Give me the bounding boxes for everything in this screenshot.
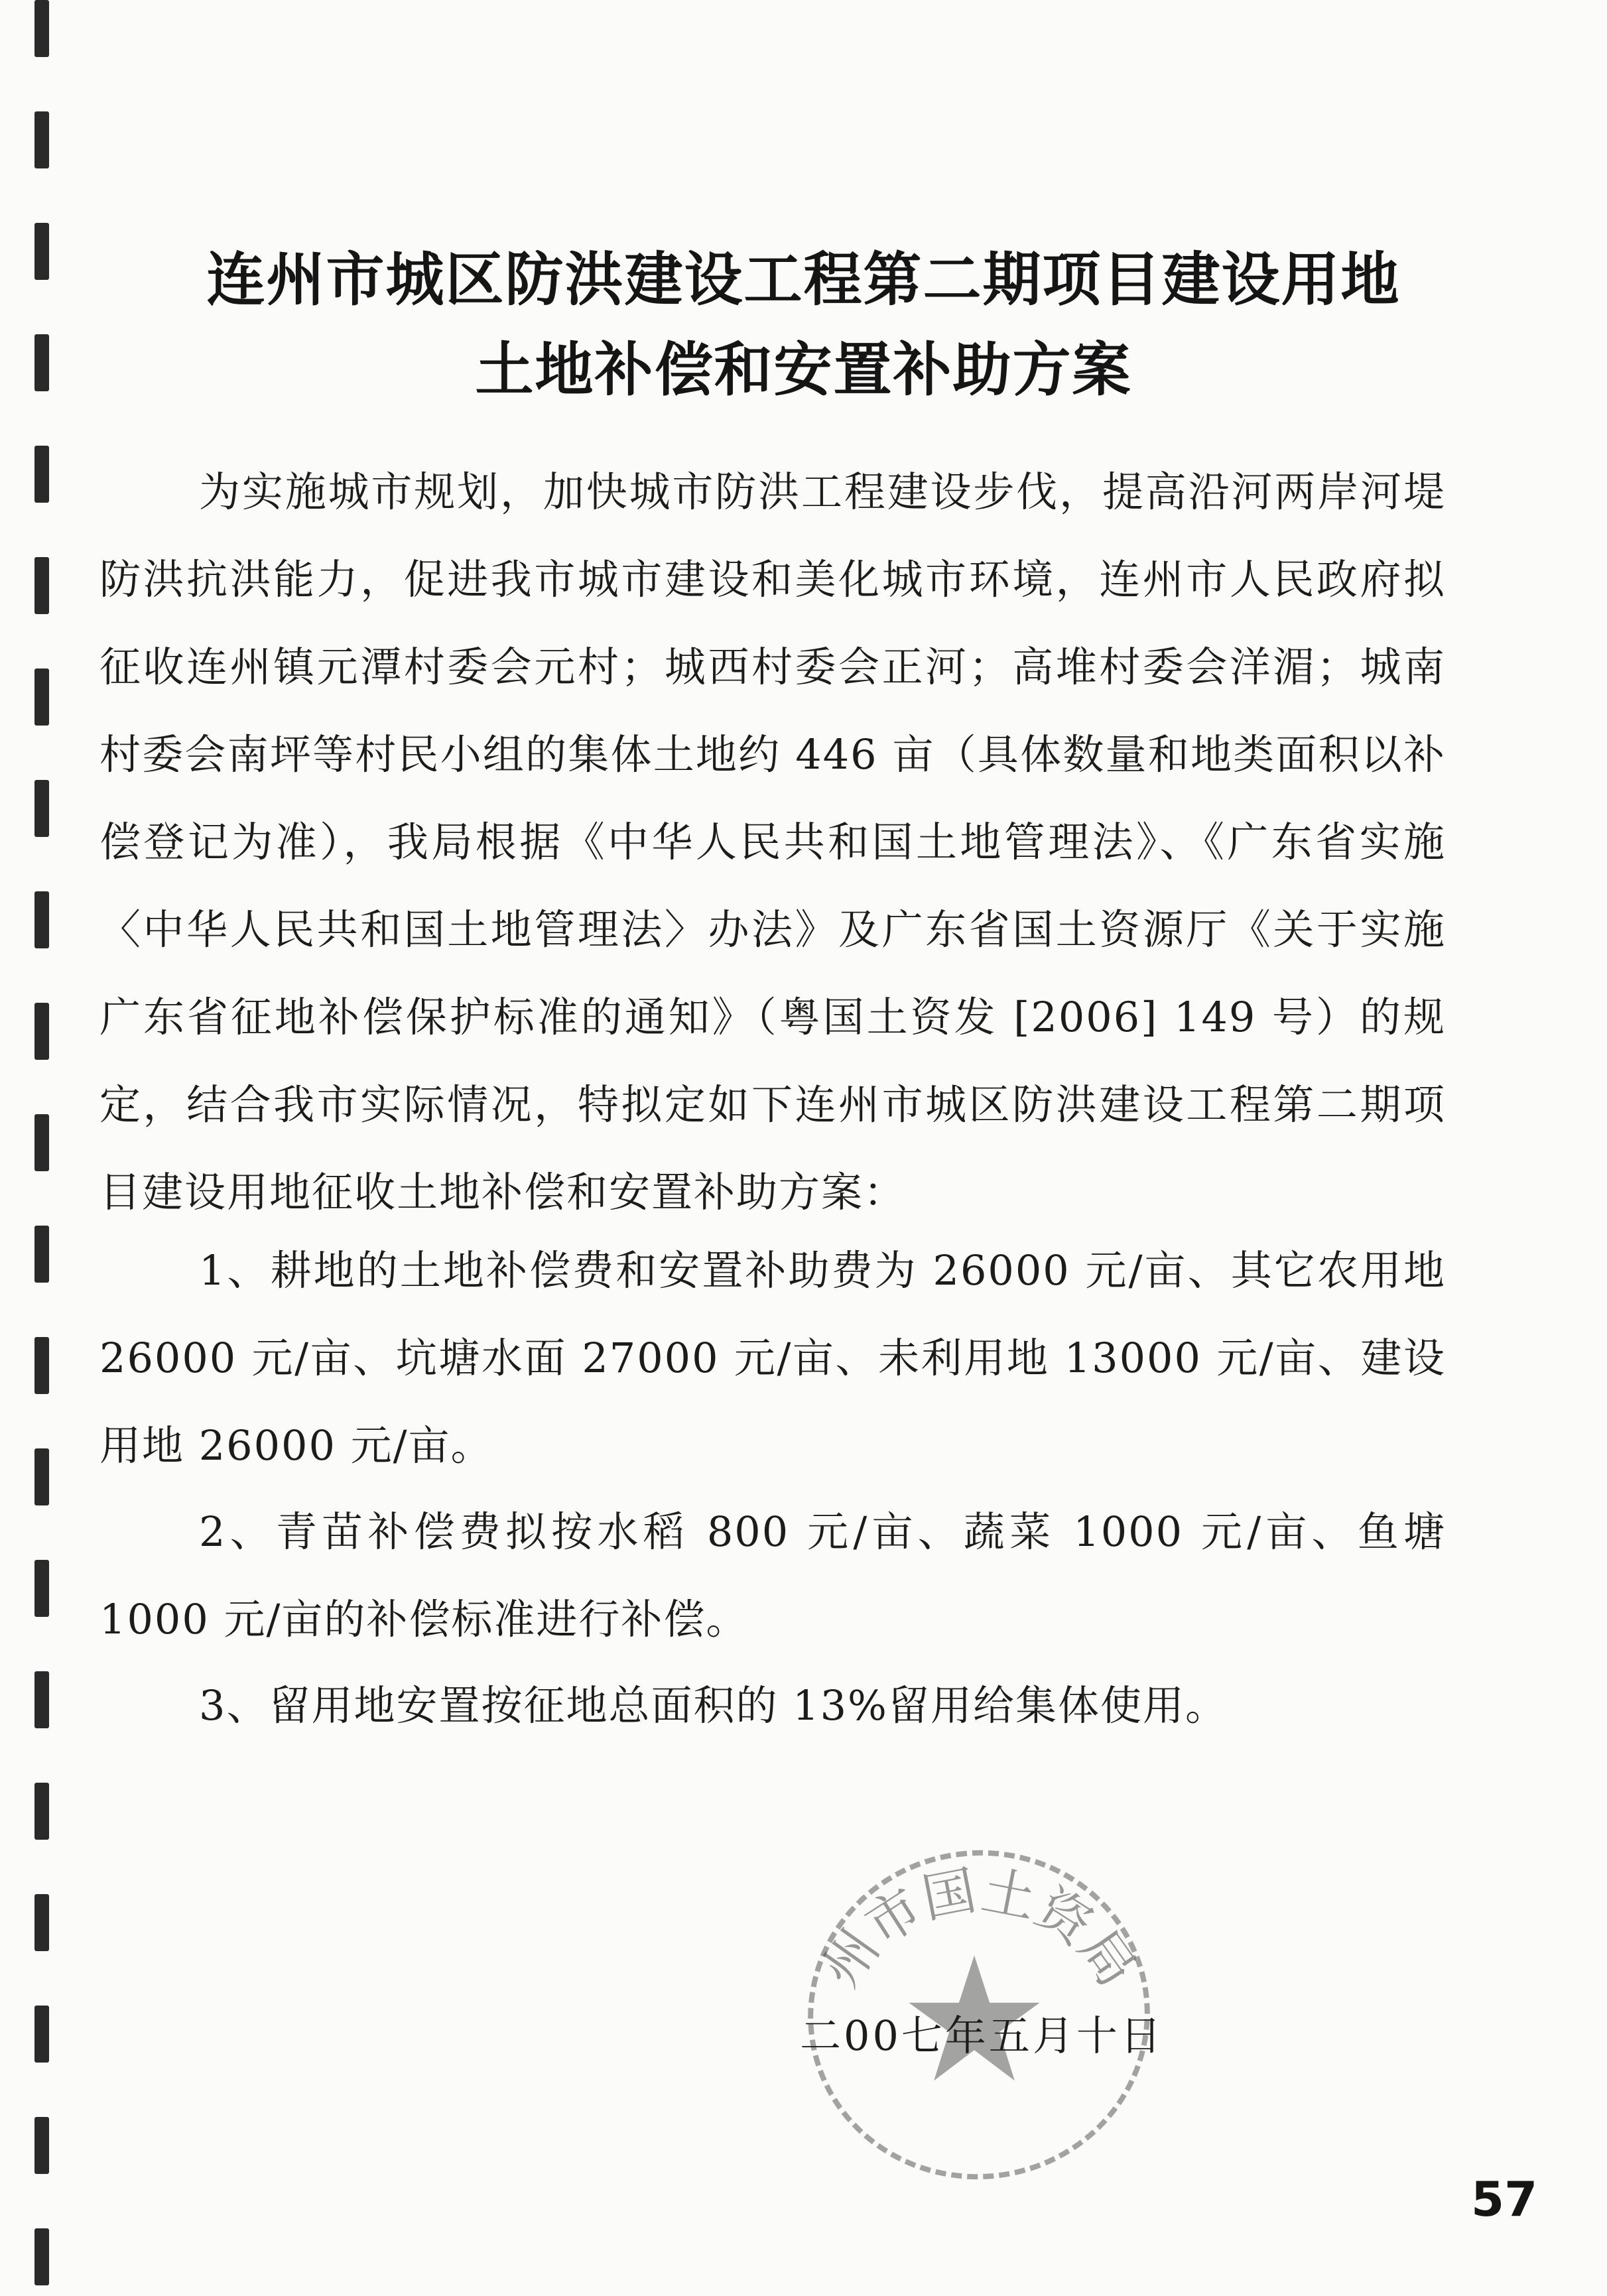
intro-paragraph: 为实施城市规划，加快城市防洪工程建设步伐，提高沿河两岸河堤防洪抗洪能力，促进我市城市建设和美化城市环境，连州市人民政府拟征收连州镇元潭村委会元村；城西村委会正河；高堆村委会洋湄；城南村委会南坪等村民小组的集体土地约 446 亩（具体数量和地类面积以补偿登记为准），我局根据《中华人民共和国土地管理法》、《广东省实施〈中华人民共和国土地管理法〉办法》及广东省国土资源厅《关于实施广东省征地补偿保护标准的通知》（粤国土资发 [2006] 149 号）的规定，结合我市实际情况，特拟定如下连州市城区防洪建设工程第二期项目建设用地征收土地补偿和安置补助方案： bbox=[99, 468, 1446, 1216]
binding-hole bbox=[34, 1671, 49, 1728]
binding-hole bbox=[34, 891, 49, 948]
binding-hole bbox=[34, 1560, 49, 1617]
compensation-item-3: 3、留用地安置按征地总面积的 13%留用给集体使用。 bbox=[199, 1681, 1228, 1730]
seal-text: 州市国土资局 bbox=[810, 1859, 1148, 1998]
document-title-line-2: 土地补偿和安置补助方案 bbox=[475, 336, 1132, 404]
binding-hole bbox=[34, 111, 49, 168]
binding-hole bbox=[34, 1226, 49, 1283]
compensation-item-2: 2、青苗补偿费拟按水稻 800 元/亩、蔬菜 1000 元/亩、鱼塘 1000 元/亩的补偿标准进行补偿。 bbox=[99, 1507, 1446, 1643]
binding-hole bbox=[34, 780, 49, 837]
binding-hole bbox=[34, 1448, 49, 1505]
binding-hole bbox=[34, 1337, 49, 1394]
binding-hole bbox=[34, 2117, 49, 2174]
binding-hole bbox=[34, 1003, 49, 1060]
document-title-line-1: 连州市城区防洪建设工程第二期项目建设用地 bbox=[206, 245, 1401, 314]
binding-hole bbox=[34, 2006, 49, 2063]
binding-hole bbox=[34, 1894, 49, 1951]
document-date: 二00七年五月十日 bbox=[800, 2011, 1164, 2060]
page-number: 57 bbox=[1471, 2171, 1538, 2227]
binding-hole bbox=[34, 0, 49, 57]
binding-hole bbox=[34, 2228, 49, 2285]
binding-hole bbox=[34, 1783, 49, 1840]
compensation-item-1: 1、耕地的土地补偿费和安置补助费为 26000 元/亩、其它农用地 26000 元/亩、坑塘水面 27000 元/亩、未利用地 13000 元/亩、建设用地 26000 元/亩。 bbox=[99, 1246, 1446, 1470]
binding-hole bbox=[34, 669, 49, 726]
binding-hole bbox=[34, 1114, 49, 1171]
binding-hole bbox=[34, 446, 49, 503]
binding-hole bbox=[34, 557, 49, 614]
